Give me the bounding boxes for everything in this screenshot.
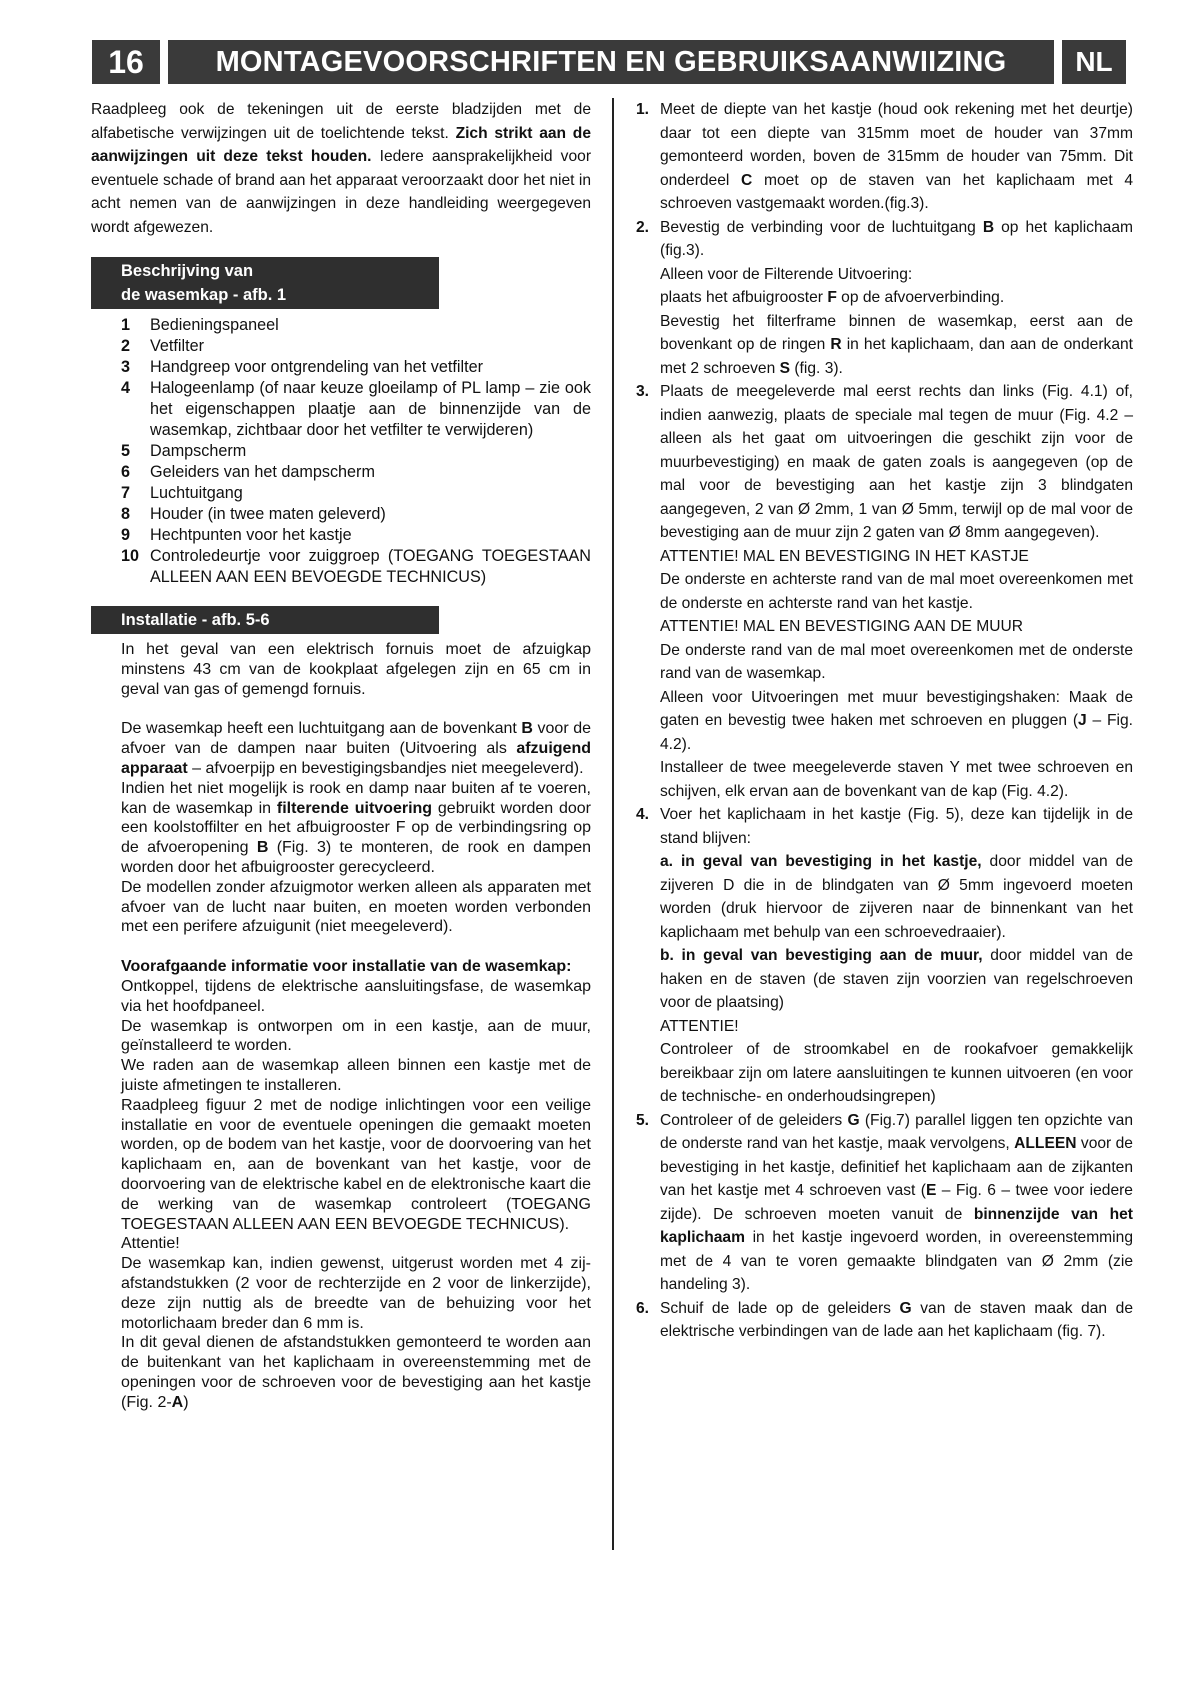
- item-number: 5: [121, 442, 131, 460]
- page-header: [92, 40, 1126, 84]
- paragraph: De wasemkap kan, indien gewenst, uitgerust worden met 4 zij- afstandstukken (2 voor de rechterzijde en 2 voor de linkerzijde), deze zijn nuttig als de breedte van de behuizing voor het motorlichaam breder dan 6 mm is.: [121, 1255, 591, 1332]
- text-span: gebruikt worden door een koolstoffilter en het afbuigrooster F op de verbindingsring op de afvoeropening: [121, 799, 591, 857]
- paragraph: De modellen zonder afzuigmotor werken alleen als apparaten met afvoer van de lucht naar buiten, en moeten worden verbonden met een perifere afzuigunit (niet meegeleverd).: [121, 878, 591, 936]
- description-heading-line1: Beschrijving van: [121, 262, 254, 280]
- text-span: – Fig. 6 – twee voor iedere zijde). De schroeven moeten vanuit de: [660, 1182, 1133, 1223]
- text-bold: J: [1078, 712, 1087, 729]
- text-line: Installeer de twee meegeleverde staven Y met twee schroeven en schijven, elk ervan aan de bovenkant van de kap (Fig. 4.2).: [660, 759, 1133, 800]
- intro-text-2: Iedere aansprakelijkheid voor eventuele schade of brand aan het apparaat veroorzaakt door het niet in acht nemen van de aanwijzingen in deze handleiding weergegeven wordt afgewezen.: [91, 148, 592, 236]
- item-text: Luchtuitgang: [150, 484, 243, 502]
- language-tag: NL: [1062, 40, 1126, 84]
- text-bold: B: [256, 839, 269, 857]
- text-bold: E: [925, 1182, 937, 1199]
- step-text: [660, 803, 1133, 1109]
- text-span: op het kaplichaam (fig.3).: [660, 218, 1133, 259]
- item-text: Houder (in twee maten geleverd): [150, 505, 386, 523]
- step-number: 3.: [636, 383, 650, 400]
- list-item: [121, 462, 591, 483]
- text-bold: G: [899, 1299, 912, 1317]
- text-span: voor de afvoer van de dampen naar buiten (Uitvoering als: [121, 720, 592, 758]
- text-span: Bevestig het filterframe binnen de wasemkap, eerst aan de bovenkant op de ringen: [660, 312, 1133, 353]
- text-span: Indien het niet mogelijk is rook en damp naar buiten af te voeren, kan de wasemkap in: [121, 779, 591, 817]
- intro-paragraph: [91, 98, 591, 239]
- text-span: in het kaplichaam, dan aan de onderkant met 2 schroeven: [660, 336, 1133, 377]
- text-bold: G: [847, 1111, 860, 1129]
- item-text: Hechtpunten voor het kastje: [150, 526, 352, 544]
- text-span: In dit geval dienen de afstandstukken gemonteerd te worden aan de buitenkant van het kaplichaam in overeenstemming met de openingen voor de schroeven voor de bevestiging aan het kastje (Fig. 2-: [121, 1334, 591, 1411]
- step-item: [636, 803, 1133, 1109]
- paragraph: [121, 719, 591, 778]
- left-column: [91, 98, 591, 1412]
- intro-text: Raadpleeg ook de tekeningen uit de eerste bladzijden met de alfabetische verwijzingen uit de toelichtende tekst.: [91, 101, 591, 142]
- paragraph: Ontkoppel, tijdens de elektrische aansluitingsfase, de wasemkap via het hoofdpaneel.: [121, 977, 591, 1015]
- text-span: ): [183, 1393, 189, 1411]
- text-bold: R: [830, 336, 842, 353]
- text-span: (fig. 3).: [790, 359, 843, 377]
- step-item: [636, 98, 1134, 216]
- step-number: 4.: [636, 806, 650, 823]
- list-item: [121, 315, 591, 336]
- text-line: Alleen voor de Filterende Uitvoering:: [660, 265, 913, 283]
- text-span: Alleen voor Uitvoeringen met muur bevestigingshaken: Maak de gaten en bevestig twee haken met schroeven en pluggen (: [660, 688, 1133, 729]
- item-number: 9: [121, 526, 131, 544]
- installation-steps: [636, 98, 1134, 1344]
- step-text: [660, 1109, 1133, 1297]
- item-number: 4: [121, 379, 131, 397]
- step-item: [636, 380, 1133, 803]
- text-span: in het kastje ingevoerd worden, in overeenstemming met de 4 van te voren gemaakte blindgaten van Ø 2mm (zie handeling 3).: [660, 1229, 1133, 1293]
- paragraph: We raden aan de wasemkap alleen binnen een kastje met de juiste afmetingen te installeren.: [121, 1057, 591, 1094]
- text-bold: afzuigend apparaat: [121, 740, 591, 777]
- text-line: Voer het kaplichaam in het kastje (Fig. 5), deze kan tijdelijk in de stand blijven:: [660, 806, 1133, 847]
- list-item: [121, 378, 591, 441]
- installation-heading: Installatie - afb. 5-6: [91, 606, 439, 634]
- text-span: – Fig. 4.2).: [660, 712, 1133, 753]
- text-span: Bevestig de verbinding voor de luchtuitgang: [660, 218, 983, 236]
- item-text: Controledeurtje voor zuiggroep (TOEGANG TOEGESTAAN ALLEEN AAN EEN BEVOEGDE TECHNICUS): [150, 547, 591, 586]
- text-span: van de staven maak dan de elektrische verbindingen van de lade aan het kaplichaam (fig. 7).: [660, 1299, 1133, 1340]
- step-text: [660, 216, 1133, 381]
- paragraph: In het geval van een elektrisch fornuis moet de afzuigkap minstens 43 cm van de kookplaat afgelegen zijn en 65 cm in geval van gas of gemengd fornuis.: [121, 641, 591, 698]
- page-number: 16: [92, 40, 160, 84]
- text-span: voor de bevestiging in het kastje, definitief het kaplichaam aan de zijkanten van het kastje met 4 schroeven vast (: [660, 1135, 1133, 1199]
- text-span: op de afvoerverbinding.: [836, 289, 1005, 306]
- item-text: Handgreep voor ontgrendeling van het vetfilter: [150, 358, 483, 376]
- step-number: 6.: [636, 1299, 650, 1317]
- item-number: 10: [121, 547, 140, 565]
- text-span: Schuif de lade op de geleiders: [660, 1299, 900, 1317]
- item-text: Geleiders van het dampscherm: [150, 463, 375, 481]
- subheading: [121, 957, 591, 977]
- text-line: Controleer of de stroomkabel en de rookafvoer gemakkelijk bereikbaar zijn om latere aansluitingen te kunnen uitvoeren (en voor de technische- en onderhoudsingrepen): [660, 1041, 1133, 1105]
- paragraph: De wasemkap is ontworpen om in een kastje, aan de muur, geïnstalleerd te worden.: [121, 1017, 591, 1055]
- text-bold: C: [741, 171, 753, 189]
- text-bold: F: [827, 289, 837, 306]
- component-list: [91, 315, 591, 588]
- text-span: plaats het afbuigrooster: [660, 289, 828, 306]
- step-item: [636, 1297, 1133, 1344]
- item-number: 8: [121, 505, 131, 523]
- list-item: [121, 525, 591, 546]
- item-number: 1: [121, 316, 131, 334]
- step-text: [660, 98, 1133, 216]
- item-text: Halogeenlamp (of naar keuze gloeilamp of PL lamp – zie ook het eigenschappen plaatje aan de binnenzijde van de wasemkap, zichtbaar door het vetfilter te verwijderen): [150, 379, 591, 439]
- text-bold: ALLEEN: [1014, 1135, 1077, 1152]
- right-column: [636, 98, 1134, 1344]
- item-text: Bedieningspaneel: [150, 316, 279, 334]
- list-item: [121, 504, 591, 525]
- item-number: 7: [121, 484, 131, 502]
- list-item: [121, 483, 591, 504]
- text-bold: binnenzijde van het kaplichaam: [660, 1205, 1133, 1246]
- description-heading: [91, 257, 439, 309]
- text-span: moet op de staven van het kaplichaam met 4 schroeven vastgemaakt worden.(fig.3).: [660, 171, 1134, 212]
- text-line: Plaats de meegeleverde mal eerst rechts dan links (Fig. 4.1) of, indien aanwezig, plaats de speciale mal tegen de muur (Fig. 4.2 – alleen als het gaat om uitvoeringen die geschikt zijn voor de muurbevestiging) en maak de gaten zoals is aangegeven (op de mal voor de bevestiging aan het kastje zijn 3 blindgaten aangegeven, 2 van Ø 2mm, 1 van Ø 5mm, terwijl op de mal voor de bevestiging aan de muur zijn 2 gaten van Ø 8mm aangegeven).: [660, 383, 1133, 541]
- column-divider: [612, 98, 614, 1550]
- text-bold: B: [521, 720, 533, 738]
- step-number: 2.: [636, 218, 650, 236]
- text-line: ATTENTIE! MAL EN BEVESTIGING IN HET KASTJE: [660, 547, 1029, 565]
- step-item: [636, 1109, 1133, 1297]
- paragraph: [121, 1333, 591, 1412]
- text-bold: a. in geval van bevestiging in het kastje,: [660, 853, 982, 870]
- description-heading-line2: de wasemkap - afb. 1: [121, 286, 287, 304]
- text-span: De wasemkap heeft een luchtuitgang aan de bovenkant: [121, 720, 522, 738]
- text-line: De onderste en achterste rand van de mal moet overeenkomen met de onderste en achterste rand van het kastje.: [660, 571, 1133, 612]
- text-span: (Fig.7) parallel liggen ten opzichte van de onderste rand van het kastje, maak vervolgens,: [660, 1111, 1133, 1152]
- paragraph: [121, 779, 591, 878]
- list-item: [121, 441, 591, 462]
- intro-warning: Zich strikt aan de aanwijzingen uit deze tekst houden.: [91, 124, 591, 165]
- text-span: Meet de diepte van het kastje (houd ook rekening met het deurtje) daar tot een diepte van 315mm moet de houder van 37mm gemonteerd worden, boven de 315mm de houder van 75mm. Dit onderdeel: [660, 101, 1133, 189]
- text-span: Controleer of de geleiders: [660, 1111, 848, 1129]
- list-item: [121, 357, 591, 378]
- item-text: Dampscherm: [150, 442, 247, 460]
- text-bold: A: [171, 1393, 184, 1411]
- page-title: MONTAGEVOORSCHRIFTEN EN GEBRUIKSAANWIIZING: [168, 40, 1054, 84]
- text-bold: S: [779, 359, 791, 377]
- text-line: De onderste rand van de mal moet overeenkomen met de onderste rand van de wasemkap.: [660, 641, 1133, 682]
- paragraph: Raadpleeg figuur 2 met de nodige inlichtingen voor een veilige installatie en voor de eventuele openingen die gemaakt moeten worden, op de bodem van het kastje, voor de doorvoering van het kaplichaam en, aan de bovenkant van het kastje, voor de doorvoering van de elektrische kabel en de elektronische kaart die de werking van de wasemkap controleert (TOEGANG TOEGESTAAN ALLEEN AAN EEN BEVOEGDE TECHNICUS).: [121, 1096, 591, 1233]
- text-span: – afvoerpijp en bevestigingsbandjes niet meegeleverd).: [187, 759, 584, 777]
- text-bold: b. in geval van bevestiging aan de muur,: [660, 947, 983, 964]
- text-bold: filterende uitvoering: [276, 799, 433, 817]
- step-text: [660, 380, 1133, 803]
- step-number: 1.: [636, 101, 650, 118]
- text-line: ATTENTIE! MAL EN BEVESTIGING AAN DE MUUR: [660, 618, 1024, 635]
- text-bold: B: [982, 218, 995, 236]
- item-number: 6: [121, 463, 131, 481]
- item-number: 3: [121, 358, 131, 376]
- text-span: door middel van de zijveren D die in de blindgaten van Ø 5mm ingevoerd moeten worden (druk hiervoor de zijveren naar de binnenkant van het kaplichaam met behulp van een schroevedraaier).: [660, 853, 1133, 941]
- step-text: [660, 1297, 1133, 1344]
- text-span: (Fig. 3) te monteren, de rook en dampen worden door het afbuigrooster gerecycleerd.: [121, 839, 591, 876]
- step-item: [636, 216, 1133, 381]
- text-span: door middel van de haken en de staven (de staven zijn voorzien van regelschroeven voor de plaatsing): [660, 947, 1133, 1011]
- step-number: 5.: [636, 1111, 650, 1129]
- paragraph: Attentie!: [121, 1235, 180, 1253]
- item-number: 2: [121, 337, 131, 355]
- item-text: Vetfilter: [150, 337, 204, 355]
- installation-text: [91, 640, 591, 1412]
- list-item: [121, 336, 591, 357]
- text-line: ATTENTIE!: [660, 1017, 739, 1035]
- text-bold: Voorafgaande informatie voor installatie van de wasemkap:: [121, 958, 572, 976]
- list-item: [121, 546, 591, 588]
